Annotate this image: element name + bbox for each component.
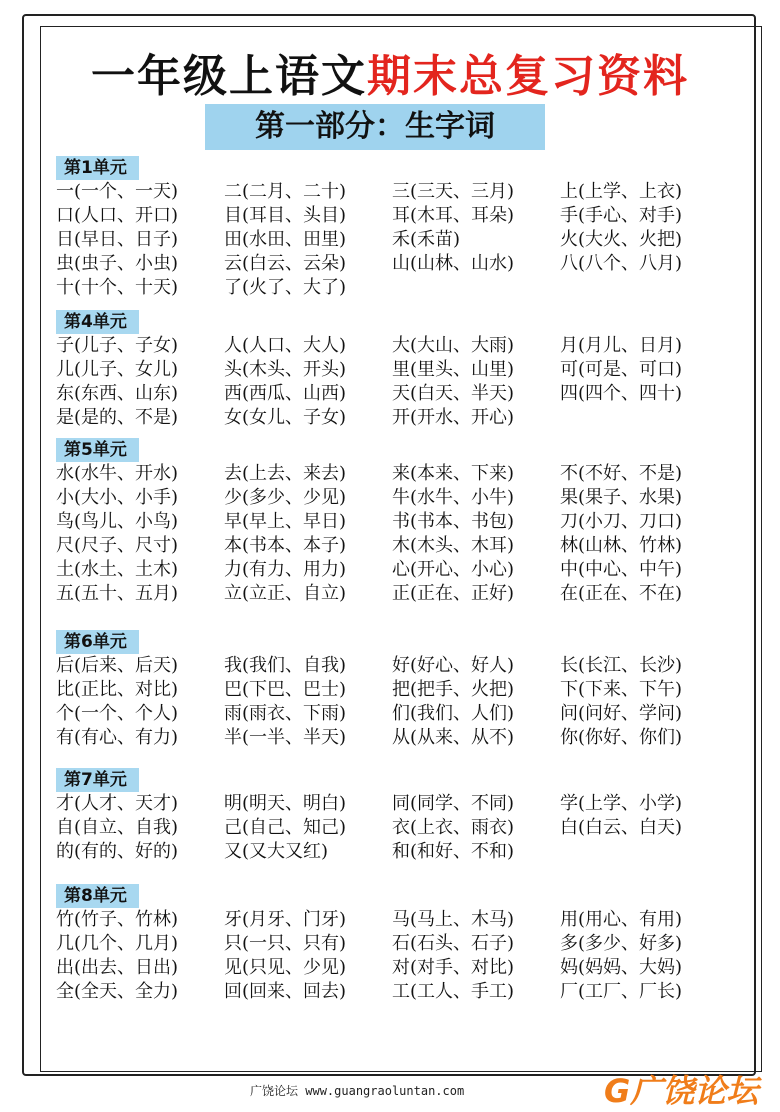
word-entry: 你(你好、你们)	[560, 727, 683, 748]
word-row	[56, 462, 746, 486]
word-entry: 多(多少、好多)	[560, 933, 683, 954]
word-entry: 木(木头、木耳)	[392, 535, 515, 556]
word-row	[56, 228, 746, 252]
word-entry: 学(上学、小学)	[560, 793, 683, 814]
word-entry: 白(白云、白天)	[560, 817, 683, 838]
word-entry: 己(自己、知己)	[224, 817, 347, 838]
word-entry: 好(好心、好人)	[392, 655, 515, 676]
word-entry: 月(月儿、日月)	[560, 335, 683, 356]
word-entry: 把(把手、火把)	[392, 679, 515, 700]
word-entry: 尺(尺子、尺寸)	[56, 535, 179, 556]
word-entry: 虫(虫子、小虫)	[56, 253, 179, 274]
word-row	[56, 702, 746, 726]
title-red-part: 期末总复习资料	[367, 51, 689, 102]
word-entry: 东(东西、山东)	[56, 383, 179, 404]
word-entry: 本(书本、本子)	[224, 535, 347, 556]
word-entry: 厂(工厂、厂长)	[560, 981, 683, 1002]
word-entry: 有(有心、有力)	[56, 727, 179, 748]
word-row	[56, 252, 746, 276]
word-row	[56, 654, 746, 678]
word-entry: 二(二月、二十)	[224, 181, 347, 202]
word-entry: 和(和好、不和)	[392, 841, 515, 862]
word-entry: 明(明天、明白)	[224, 793, 347, 814]
unit-section	[56, 630, 746, 750]
footer-site-name: 广饶论坛	[250, 1084, 299, 1098]
word-row	[56, 204, 746, 228]
word-row	[56, 486, 746, 510]
word-entry: 在(正在、不在)	[560, 583, 683, 604]
word-entry: 开(开水、开心)	[392, 407, 515, 428]
word-entry: 书(书本、书包)	[392, 511, 515, 532]
word-entry: 西(西瓜、山西)	[224, 383, 347, 404]
word-entry: 衣(上衣、雨衣)	[392, 817, 515, 838]
word-entry: 十(十个、十天)	[56, 277, 179, 298]
word-entry: 上(上学、上衣)	[560, 181, 683, 202]
word-entry	[560, 840, 728, 864]
unit-label: 第4单元	[56, 310, 139, 334]
word-entry	[392, 276, 560, 300]
word-entry: 巴(下巴、巴士)	[224, 679, 347, 700]
word-entry: 三(三天、三月)	[392, 181, 515, 202]
word-entry: 目(耳目、头目)	[224, 205, 347, 226]
word-entry: 用(用心、有用)	[560, 909, 683, 930]
unit-section	[56, 884, 746, 1004]
word-row	[56, 956, 746, 980]
word-entry: 后(后来、后天)	[56, 655, 179, 676]
word-entry: 中(中心、中午)	[560, 559, 683, 580]
word-entry: 个(一个、个人)	[56, 703, 179, 724]
word-row	[56, 932, 746, 956]
word-entry: 同(同学、不同)	[392, 793, 515, 814]
word-entry: 回(回来、回去)	[224, 981, 347, 1002]
word-entry: 是(是的、不是)	[56, 407, 179, 428]
word-entry: 果(果子、水果)	[560, 487, 683, 508]
word-entry: 牛(水牛、小牛)	[392, 487, 515, 508]
word-row	[56, 406, 746, 430]
word-entry: 心(开心、小心)	[392, 559, 515, 580]
title-black-part: 一年级上语文	[91, 51, 367, 102]
footer	[250, 1082, 464, 1099]
word-entry: 雨(雨衣、下雨)	[224, 703, 347, 724]
word-row	[56, 816, 746, 840]
page-title	[0, 40, 780, 104]
word-entry: 力(有力、用力)	[224, 559, 347, 580]
unit-section	[56, 156, 746, 300]
word-row	[56, 180, 746, 204]
word-entry: 正(正在、正好)	[392, 583, 515, 604]
word-entry: 问(问好、学问)	[560, 703, 683, 724]
unit-label: 第1单元	[56, 156, 139, 180]
word-entry: 我(我们、自我)	[224, 655, 347, 676]
word-entry: 只(一只、只有)	[224, 933, 347, 954]
word-entry	[560, 276, 728, 300]
word-entry: 半(一半、半天)	[224, 727, 347, 748]
word-entry: 火(大火、火把)	[560, 229, 683, 250]
word-entry: 人(人口、大人)	[224, 335, 347, 356]
word-entry: 对(对手、对比)	[392, 957, 515, 978]
word-entry: 土(水土、土木)	[56, 559, 179, 580]
word-entry: 田(水田、田里)	[224, 229, 347, 250]
word-entry: 里(里头、山里)	[392, 359, 515, 380]
unit-label: 第7单元	[56, 768, 139, 792]
unit-section	[56, 768, 746, 864]
word-row	[56, 276, 746, 300]
word-row	[56, 726, 746, 750]
word-entry: 自(自立、自我)	[56, 817, 179, 838]
word-row	[56, 980, 746, 1004]
word-entry: 的(有的、好的)	[56, 841, 179, 862]
word-entry: 小(大小、小手)	[56, 487, 179, 508]
word-entry: 云(白云、云朵)	[224, 253, 347, 274]
word-entry: 五(五十、五月)	[56, 583, 179, 604]
word-entry: 刀(小刀、刀口)	[560, 511, 683, 532]
word-entry: 立(立正、自立)	[224, 583, 347, 604]
word-entry: 才(人才、天才)	[56, 793, 179, 814]
word-entry: 妈(妈妈、大妈)	[560, 957, 683, 978]
word-entry	[560, 406, 728, 430]
word-entry: 们(我们、人们)	[392, 703, 515, 724]
word-entry: 手(手心、对手)	[560, 205, 683, 226]
site-logo: G广饶论坛	[604, 1072, 759, 1110]
word-entry: 见(只见、少见)	[224, 957, 347, 978]
word-entry: 鸟(鸟儿、小鸟)	[56, 511, 179, 532]
word-entry: 来(本来、下来)	[392, 463, 515, 484]
word-row	[56, 334, 746, 358]
word-entry: 竹(竹子、竹林)	[56, 909, 179, 930]
word-entry: 四(四个、四十)	[560, 383, 683, 404]
word-entry: 可(可是、可口)	[560, 359, 683, 380]
word-entry: 长(长江、长沙)	[560, 655, 683, 676]
word-row	[56, 382, 746, 406]
word-entry: 子(儿子、子女)	[56, 335, 179, 356]
word-entry: 日(早日、日子)	[56, 229, 179, 250]
word-entry: 工(工人、手工)	[392, 981, 515, 1002]
word-entry: 女(女儿、子女)	[224, 407, 347, 428]
word-entry: 口(人口、开口)	[56, 205, 179, 226]
word-entry: 儿(儿子、女儿)	[56, 359, 179, 380]
word-row	[56, 582, 746, 606]
word-entry: 大(大山、大雨)	[392, 335, 515, 356]
word-row	[56, 534, 746, 558]
word-entry: 比(正比、对比)	[56, 679, 179, 700]
word-entry: 少(多少、少见)	[224, 487, 347, 508]
word-entry: 头(木头、开头)	[224, 359, 347, 380]
word-row	[56, 558, 746, 582]
word-row	[56, 510, 746, 534]
word-entry: 出(出去、日出)	[56, 957, 179, 978]
word-row	[56, 792, 746, 816]
word-row	[56, 840, 746, 864]
word-entry: 林(山林、竹林)	[560, 535, 683, 556]
word-entry: 又(又大又红)	[224, 841, 329, 862]
unit-section	[56, 438, 746, 606]
word-entry: 山(山林、山水)	[392, 253, 515, 274]
word-entry: 了(火了、大了)	[224, 277, 347, 298]
word-row	[56, 908, 746, 932]
word-entry: 八(八个、八月)	[560, 253, 683, 274]
unit-label: 第6单元	[56, 630, 139, 654]
word-entry: 水(水牛、开水)	[56, 463, 179, 484]
word-row	[56, 358, 746, 382]
word-entry: 去(上去、来去)	[224, 463, 347, 484]
word-entry: 一(一个、一天)	[56, 181, 179, 202]
word-entry: 全(全天、全力)	[56, 981, 179, 1002]
word-entry: 马(马上、木马)	[392, 909, 515, 930]
word-entry: 牙(月牙、门牙)	[224, 909, 347, 930]
footer-url: www.guangraoluntan.com	[305, 1084, 465, 1098]
unit-label: 第5单元	[56, 438, 139, 462]
word-entry: 耳(木耳、耳朵)	[392, 205, 515, 226]
word-entry: 早(早上、早日)	[224, 511, 347, 532]
word-entry: 石(石头、石子)	[392, 933, 515, 954]
word-entry: 天(白天、半天)	[392, 383, 515, 404]
unit-section	[56, 310, 746, 430]
word-entry: 从(从来、从不)	[392, 727, 515, 748]
word-row	[56, 678, 746, 702]
word-entry: 几(几个、几月)	[56, 933, 179, 954]
part-title-banner: 第一部分：生字词	[205, 104, 545, 150]
unit-label: 第8单元	[56, 884, 139, 908]
word-entry: 不(不好、不是)	[560, 463, 683, 484]
word-entry: 禾(禾苗)	[392, 229, 461, 250]
word-entry: 下(下来、下午)	[560, 679, 683, 700]
